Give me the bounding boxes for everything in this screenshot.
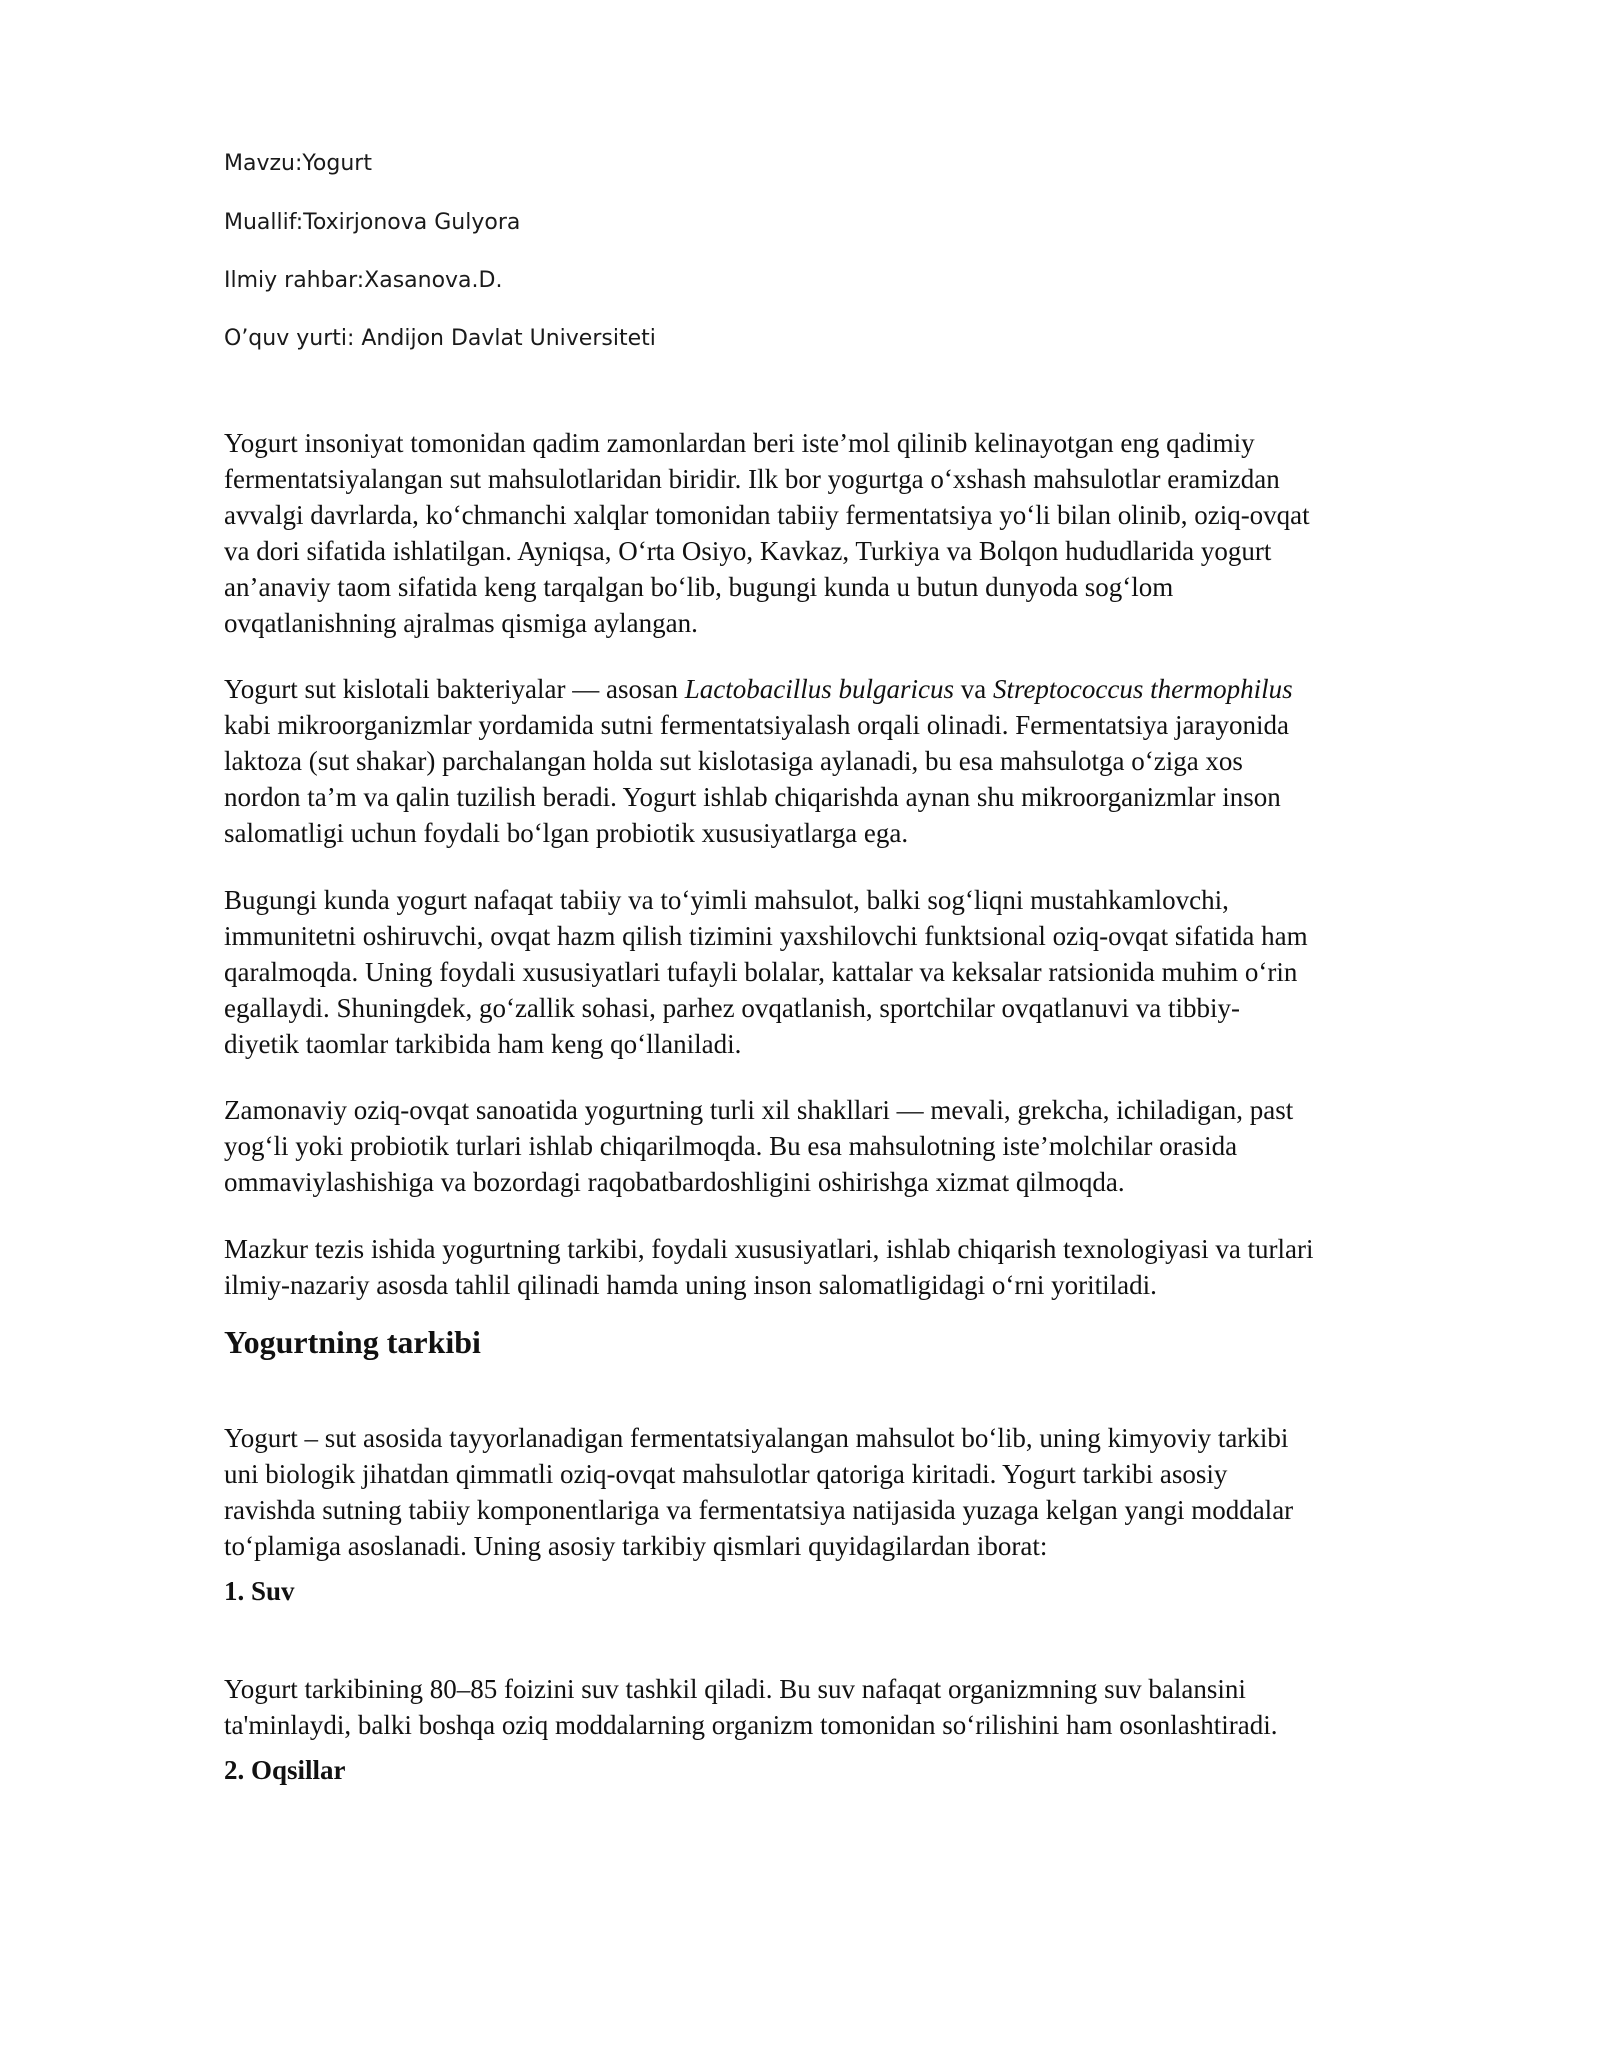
advisor-line: Ilmiy rahbar:Xasanova.D. bbox=[224, 268, 503, 293]
text-line: Zamonaviy oziq-ovqat sanoatida yogurtning turli xil shakllari — mevali, grekcha, ichiladigan, past bbox=[224, 1095, 1294, 1125]
intro-paragraph-3 bbox=[224, 882, 1474, 1062]
topic-line: Mavzu:Yogurt bbox=[224, 151, 372, 176]
text-line: yog‘li yoki probiotik turlari ishlab chiqarilmoqda. Bu esa mahsulotning iste’molchilar orasida bbox=[224, 1131, 1238, 1161]
section-paragraph-1 bbox=[224, 1420, 1474, 1564]
text-line: Mazkur tezis ishida yogurtning tarkibi, foydali xususiyatlari, ishlab chiqarish texnologiyasi va turlari bbox=[224, 1234, 1314, 1264]
intro-paragraph-2 bbox=[224, 671, 1474, 851]
text-line: laktoza (sut shakar) parchalangan holda sut kislotasiga aylanadi, bu esa mahsulotga o‘ziga xos bbox=[224, 746, 1243, 776]
intro-paragraph-4 bbox=[224, 1092, 1474, 1200]
text-line: ommaviylashishiga va bozordagi raqobatbardoshligini oshirishga xizmat qilmoqda. bbox=[224, 1167, 1125, 1197]
text-line bbox=[224, 671, 1474, 707]
subheading-proteins: 2. Oqsillar bbox=[224, 1755, 346, 1785]
text-line: nordon ta’m va qalin tuzilish beradi. Yogurt ishlab chiqarishda aynan shu mikroorganizmlar inson bbox=[224, 782, 1281, 812]
species-name-lactobacillus: Lactobacillus bulgaricus bbox=[684, 674, 954, 704]
text-line: Yogurt insoniyat tomonidan qadim zamonlardan beri iste’mol qilinib kelinayotgan eng qadimiy bbox=[224, 428, 1255, 458]
water-paragraph bbox=[224, 1671, 1474, 1743]
text-line: ta'minlaydi, balki boshqa oziq moddalarning organizm tomonidan so‘rilishini ham osonlashtiradi. bbox=[224, 1710, 1278, 1740]
text-line: ovqatlanishning ajralmas qismiga aylangan. bbox=[224, 608, 698, 638]
intro-paragraph-5 bbox=[224, 1231, 1474, 1303]
text-line: to‘plamiga asoslanadi. Uning asosiy tarkibiy qismlari quyidagilardan iborat: bbox=[224, 1531, 1048, 1561]
text-line: diyetik taomlar tarkibida ham keng qo‘llaniladi. bbox=[224, 1029, 742, 1059]
text-line: immunitetni oshiruvchi, ovqat hazm qilish tizimini yaxshilovchi funktsional oziq-ovqat sifatida ham bbox=[224, 921, 1308, 951]
text-line: qaralmoqda. Uning foydali xususiyatlari tufayli bolalar, kattalar va keksalar ratsionida muhim o‘rin bbox=[224, 957, 1298, 987]
text-line: Yogurt tarkibining 80–85 foizini suv tashkil qiladi. Bu suv nafaqat organizmning suv balansini bbox=[224, 1674, 1246, 1704]
species-name-streptococcus: Streptococcus thermophilus bbox=[992, 674, 1293, 704]
text-line: uni biologik jihatdan qimmatli oziq-ovqat mahsulotlar qatoriga kiritadi. Yogurt tarkibi asosiy bbox=[224, 1459, 1228, 1489]
section-heading: Yogurtning tarkibi bbox=[224, 1324, 481, 1360]
author-line: Muallif:Toxirjonova Gulyora bbox=[224, 210, 521, 235]
text-segment: Yogurt sut kislotali bakteriyalar — asosan bbox=[224, 674, 685, 704]
text-line: egallaydi. Shuningdek, go‘zallik sohasi, parhez ovqatlanish, sportchilar ovqatlanuvi va tibbiy- bbox=[224, 993, 1241, 1023]
intro-paragraph-1 bbox=[224, 425, 1474, 641]
text-line: avvalgi davrlarda, ko‘chmanchi xalqlar tomonidan tabiiy fermentatsiya yo‘li bilan olinib, oziq-ovqat bbox=[224, 500, 1310, 530]
text-line: Yogurt – sut asosida tayyorlanadigan fermentatsiyalangan mahsulot bo‘lib, uning kimyoviy tarkibi bbox=[224, 1423, 1289, 1453]
text-line: kabi mikroorganizmlar yordamida sutni fermentatsiyalash orqali olinadi. Fermentatsiya jarayonida bbox=[224, 710, 1289, 740]
text-line: fermentatsiyalangan sut mahsulotlaridan biridir. Ilk bor yogurtga o‘xshash mahsulotlar eramizdan bbox=[224, 464, 1280, 494]
text-line: va dori sifatida ishlatilgan. Ayniqsa, O‘rta Osiyo, Kavkaz, Turkiya va Bolqon hududlarida yogurt bbox=[224, 536, 1272, 566]
text-line: ilmiy-nazariy asosda tahlil qilinadi hamda uning inson salomatligidagi o‘rni yoritiladi. bbox=[224, 1270, 1157, 1300]
text-segment: va bbox=[953, 674, 993, 704]
institution-line: O’quv yurti: Andijon Davlat Universiteti bbox=[224, 326, 656, 351]
text-line: Bugungi kunda yogurt nafaqat tabiiy va to‘yimli mahsulot, balki sog‘liqni mustahkamlovchi, bbox=[224, 885, 1229, 915]
text-line: salomatligi uchun foydali bo‘lgan probiotik xususiyatlarga ega. bbox=[224, 818, 909, 848]
subheading-water: 1. Suv bbox=[224, 1576, 295, 1606]
text-line: an’anaviy taom sifatida keng tarqalgan bo‘lib, bugungi kunda u butun dunyoda sog‘lom bbox=[224, 572, 1174, 602]
text-line: ravishda sutning tabiiy komponentlariga va fermentatsiya natijasida yuzaga kelgan yangi moddalar bbox=[224, 1495, 1294, 1525]
